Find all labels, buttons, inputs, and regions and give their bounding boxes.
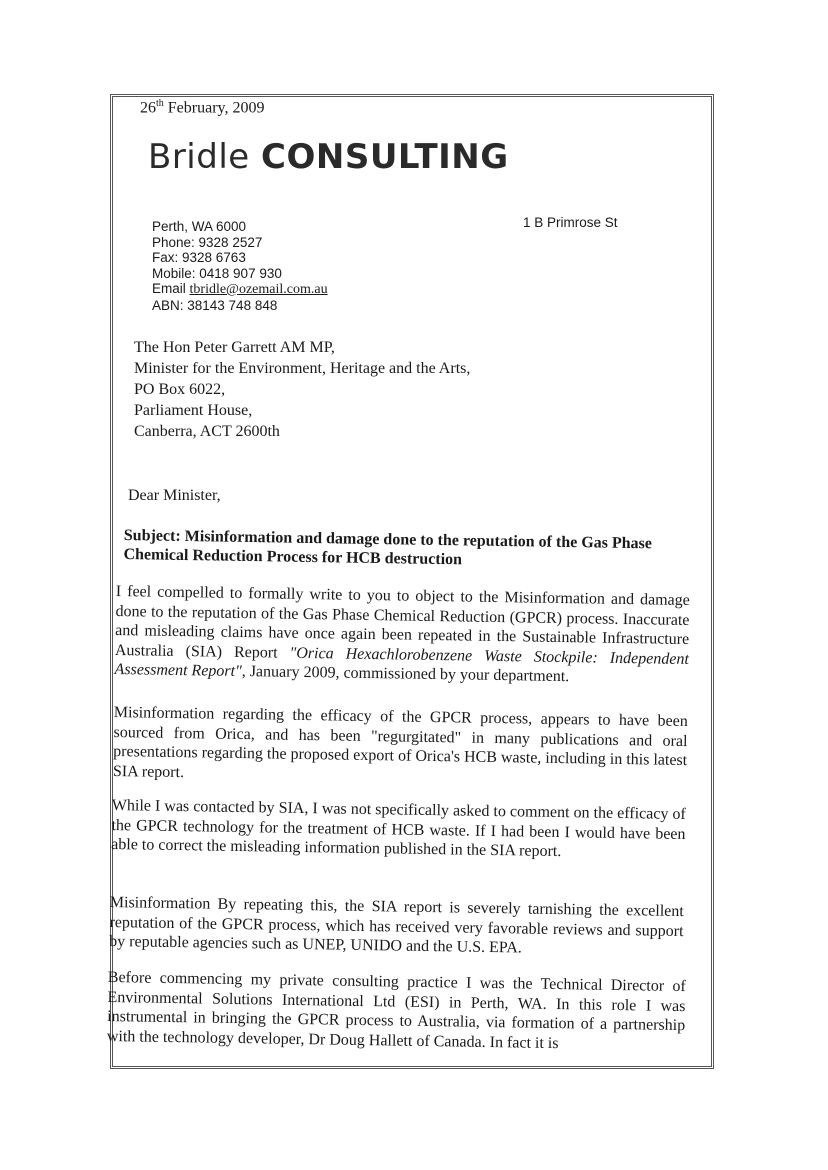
body-paragraph-4: Misinformation By repeating this, the SIA report is severely tarnishing the excellent reputation of the GPCR process, which has received very favorable reviews and support by reputable agencies such as UNEP, UNIDO and the U.S. EPA. [109,893,684,957]
sender-phone: Phone: 9328 2527 [152,234,263,250]
recipient-building: Parliament House, [134,402,253,419]
sender-fax: Fax: 9328 6763 [152,250,246,265]
letter-date: 26th February, 2009 [140,98,265,117]
sender-street: 1 B Primrose St [523,215,618,230]
sender-email-link[interactable]: tbridle@ozemail.com.au [189,282,328,297]
salutation: Dear Minister, [128,487,221,504]
sender-email-line: Email tbridle@ozemail.com.au [152,281,328,297]
body-paragraph-1: I feel compelled to formally write to you to object to the Misinformation and damage done to the reputation of the Gas Phase Chemical Reduction (GPCR) process. Inaccurate and misleading claims have once again been repeated in the Sustainable Infrastructure Australia (SIA) Report "Orica Hexachlorobenzene Waste Stockpile: Independent Assessment Report", January 2009, commissioned by your department. [114,582,690,686]
recipient-name: The Hon Peter Garrett AM MP, [134,339,335,356]
body-paragraph-2: Misinformation regarding the efficacy of the GPCR process, appears to have been sourced from Orica, and has been "regurgitated" in many publications and oral presentations regarding the proposed export of Orica's HCB waste, including in this latest SIA report. [112,703,688,781]
sender-abn: ABN: 38143 748 848 [152,297,278,313]
subject-line: Subject: Misinformation and damage done to the reputation of the Gas Phase Chemical Reduction Process for HCB destruction [123,526,653,569]
recipient-pobox: PO Box 6022, [134,381,226,398]
company-logo: Bridle CONSULTING [148,137,509,177]
report-title: "Orica Hexachlorobenzene Waste Stockpile: Independent Assessment Report" [114,644,689,680]
sender-contact-block [152,219,328,313]
sender-mobile: Mobile: 0418 907 930 [152,265,282,281]
body-paragraph-5: Before commencing my private consulting practice I was the Technical Director of Environmental Solutions International Ltd (ESI) in Perth, WA. In this role I was instrumental in bringing the GPCR process to Australia, via formation of a partnership with the technology developer, Dr Doug Hallett of Canada. In fact it is [106,968,686,1052]
recipient-title: Minister for the Environment, Heritage and the Arts, [134,360,471,377]
recipient-city: Canberra, ACT 2600th [134,423,280,440]
sender-city: Perth, WA 6000 [152,219,247,234]
body-paragraph-3: While I was contacted by SIA, I was not specifically asked to comment on the efficacy of the GPCR technology for the treatment of HCB waste. If I had been I would have been able to correct the misleading information published in the SIA report. [111,796,686,861]
recipient-address [134,337,470,442]
